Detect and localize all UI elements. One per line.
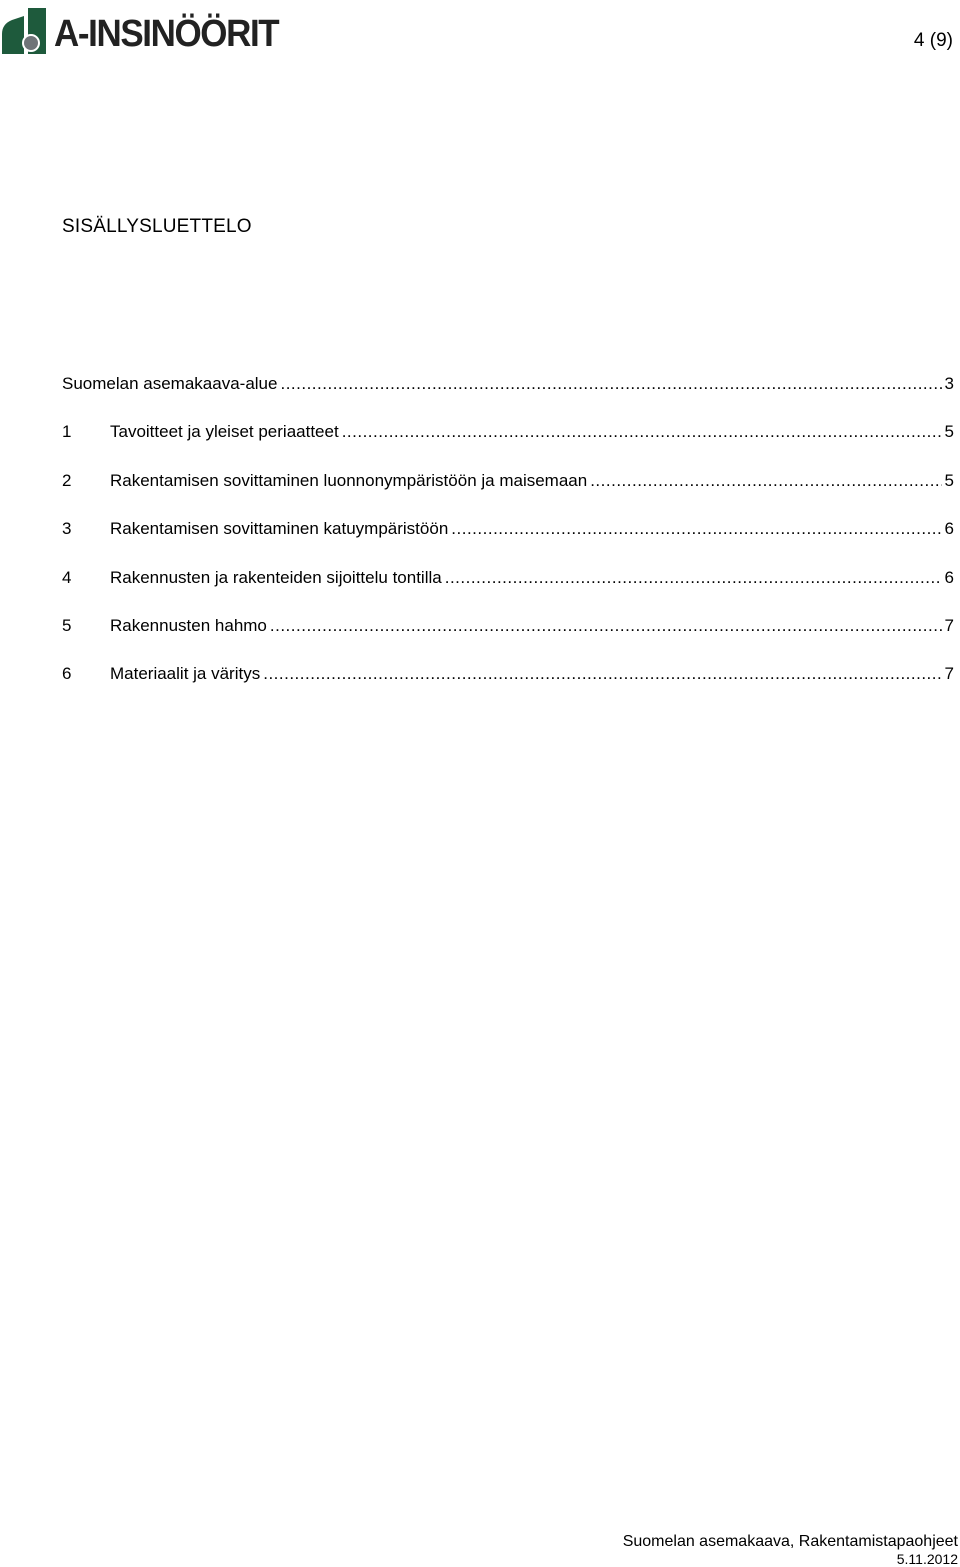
- toc-entry-page: 3: [944, 374, 954, 393]
- toc-dot-leader: [270, 615, 942, 637]
- toc-entry-title: Tavoitteet ja yleiset periaatteet: [110, 422, 339, 442]
- toc-heading: SISÄLLYSLUETTELO: [62, 216, 252, 237]
- toc-dot-leader: [451, 518, 941, 540]
- toc-entry-number: 4: [62, 567, 72, 587]
- toc-entry-page: 6: [944, 567, 954, 587]
- toc-entry-number: 6: [62, 664, 72, 684]
- toc-entry-number: 3: [62, 519, 72, 539]
- toc-entry-title: Materiaalit ja väritys: [110, 664, 261, 684]
- toc-entry[interactable]: [62, 663, 954, 711]
- footer-date: 5.11.2012: [896, 1551, 958, 1567]
- toc-dot-leader: [280, 373, 941, 395]
- toc-entry-number: 2: [62, 470, 72, 490]
- toc-entry-title: Rakennusten ja rakenteiden sijoittelu tontilla: [110, 567, 442, 587]
- page-number: 4 (9): [913, 30, 953, 51]
- toc-entry-page: 5: [944, 422, 954, 442]
- table-of-contents: [62, 373, 954, 712]
- toc-entry-number: 5: [62, 615, 72, 635]
- toc-dot-leader: [445, 567, 942, 589]
- toc-entry[interactable]: [62, 615, 954, 663]
- toc-dot-leader: [590, 470, 941, 492]
- toc-entry[interactable]: [62, 518, 954, 566]
- toc-entry[interactable]: [62, 567, 954, 615]
- toc-entry[interactable]: [62, 373, 954, 421]
- toc-entry-page: 7: [944, 664, 954, 684]
- toc-entry-page: 7: [944, 615, 954, 635]
- toc-entry-page: 6: [944, 519, 954, 539]
- toc-entry-title: Rakentamisen sovittaminen katuympäristöön: [110, 519, 449, 539]
- toc-entry[interactable]: [62, 470, 954, 518]
- toc-entry[interactable]: [62, 421, 954, 469]
- logo-mark-icon: [2, 8, 48, 54]
- logo-text: A-INSINÖÖRIT: [54, 13, 279, 55]
- toc-entry-title: Suomelan asemakaava-alue: [62, 374, 278, 393]
- page-footer: [623, 1532, 958, 1567]
- toc-dot-leader: [342, 421, 942, 443]
- footer-document-title: Suomelan asemakaava, Rakentamistapaohjeet: [622, 1533, 958, 1550]
- toc-entry-page: 5: [944, 470, 954, 490]
- toc-dot-leader: [263, 663, 941, 685]
- page-header: [0, 0, 960, 60]
- company-logo: [2, 6, 298, 54]
- toc-entry-title: Rakennusten hahmo: [110, 615, 267, 635]
- toc-entry-number: 1: [62, 422, 72, 442]
- toc-entry-title: Rakentamisen sovittaminen luonnonympäristöön ja maisemaan: [110, 470, 588, 490]
